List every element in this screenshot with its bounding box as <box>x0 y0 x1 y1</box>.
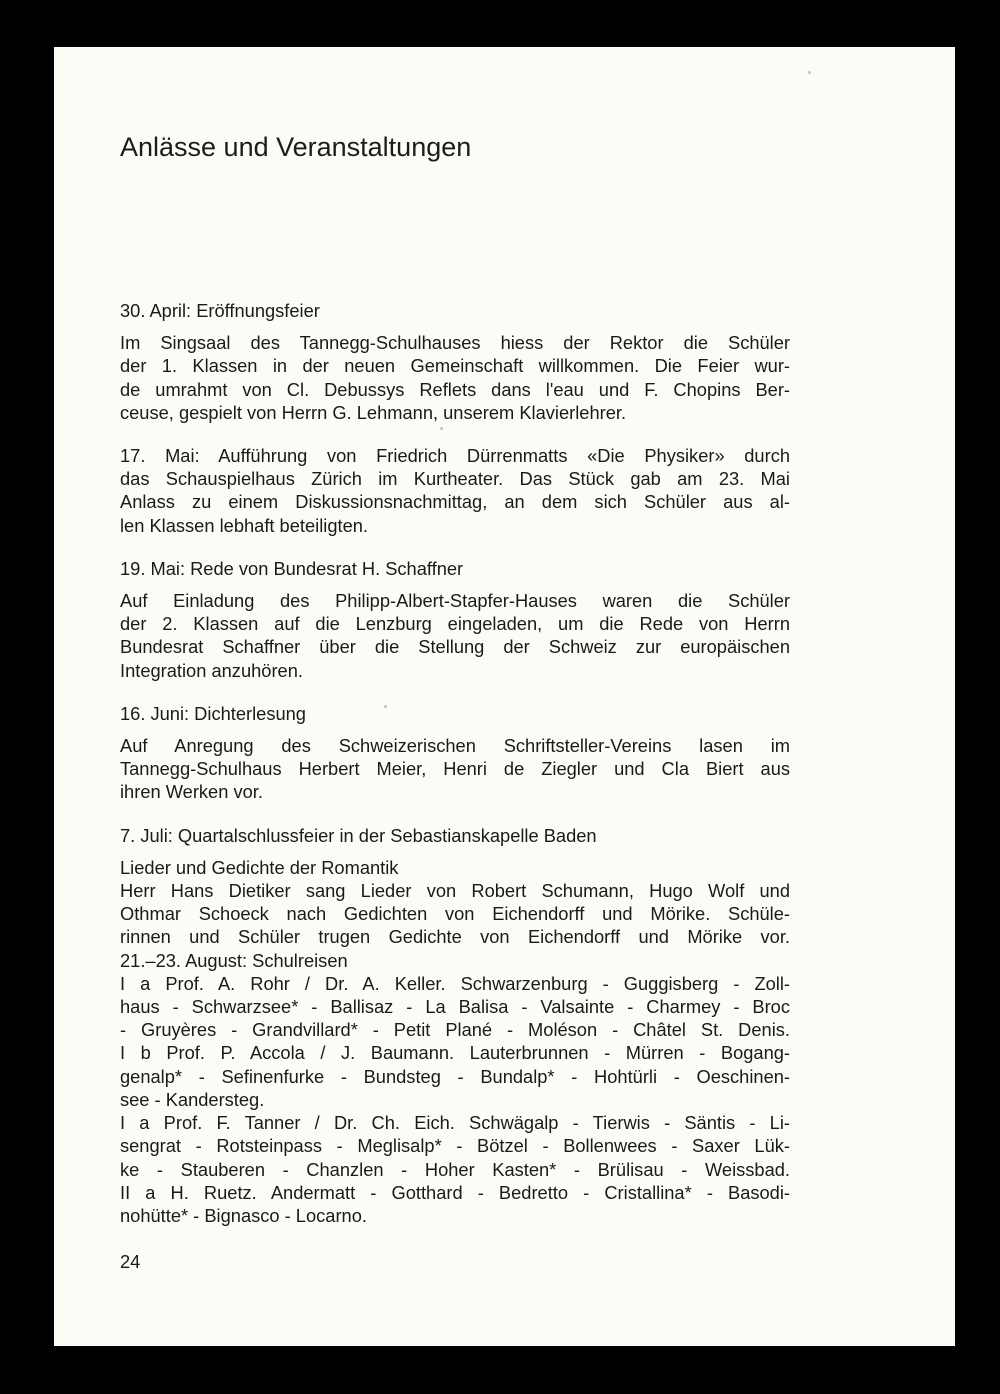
event-heading: 30. April: Eröffnungsfeier <box>120 300 320 321</box>
text-line: ceuse, gespielt von Herrn G. Lehmann, unserem Klavierlehrer. <box>120 401 627 423</box>
event-schaffner-speech <box>120 557 790 682</box>
event-quarter-end-celebration <box>120 824 790 1227</box>
event-paragraph <box>120 589 790 682</box>
text-line: de umrahmt von Cl. Debussys Reflets dans l'eau und F. Chopins Ber- <box>120 378 790 400</box>
text-line: Bundesrat Schaffner über die Stellung der Schweiz zur europäischen <box>120 636 790 658</box>
text-line: 17. Mai: Aufführung von Friedrich Dürrenmatts «Die Physiker» durch <box>120 445 790 467</box>
text-line: I b Prof. P. Accola / J. Baumann. Lauterbrunnen - Mürren - Bogang- <box>120 1042 790 1064</box>
event-heading: 7. Juli: Quartalschlussfeier in der Sebastianskapelle Baden <box>120 824 597 846</box>
text-line: sengrat - Rotsteinpass - Meglisalp* - Bötzel - Bollenwees - Saxer Lük- <box>120 1135 790 1157</box>
text-line: nohütte* - Bignasco - Locarno. <box>120 1204 367 1226</box>
text-line: Herr Hans Dietiker sang Lieder von Robert Schumann, Hugo Wolf und <box>120 880 790 902</box>
event-heading: 19. Mai: Rede von Bundesrat H. Schaffner <box>120 557 464 579</box>
text-line: der 1. Klassen in der neuen Gemeinschaft willkommen. Die Feier wur- <box>120 355 790 377</box>
event-poetry-reading <box>120 702 790 804</box>
event-paragraph <box>120 331 790 424</box>
text-line: Auf Einladung des Philipp-Albert-Stapfer-Hauses waren die Schüler <box>120 590 790 612</box>
text-line: Auf Anregung des Schweizerischen Schriftsteller-Vereins lasen im <box>120 735 790 757</box>
text-line: Tannegg-Schulhaus Herbert Meier, Henri de Ziegler und Cla Biert aus <box>120 758 790 780</box>
text-line: Integration anzuhören. <box>120 659 303 681</box>
document-page <box>54 47 955 1346</box>
event-paragraph <box>120 444 790 537</box>
event-opening-ceremony <box>120 299 790 424</box>
text-line: rinnen und Schüler trugen Gedichte von Eichendorff und Mörike vor. <box>120 926 790 948</box>
text-line: Lieder und Gedichte der Romantik <box>120 856 399 878</box>
text-line: I a Prof. A. Rohr / Dr. A. Keller. Schwarzenburg - Guggisberg - Zoll- <box>120 972 790 994</box>
paper-speck <box>384 705 387 708</box>
page-title: Anlässe und Veranstaltungen <box>120 132 472 162</box>
text-line: genalp* - Sefinenfurke - Bundsteg - Bundalp* - Hohtürli - Oeschinen- <box>120 1065 790 1087</box>
text-line: len Klassen lebhaft beteiligten. <box>120 514 368 536</box>
text-line: ke - Stauberen - Chanzlen - Hoher Kasten* - Brülisau - Weissbad. <box>120 1158 790 1180</box>
text-line: I a Prof. F. Tanner / Dr. Ch. Eich. Schwägalp - Tierwis - Säntis - Li- <box>120 1112 790 1134</box>
text-line: das Schauspielhaus Zürich im Kurtheater. Das Stück gab am 23. Mai <box>120 468 790 490</box>
text-line: see - Kandersteg. <box>120 1088 265 1110</box>
text-line: ihren Werken vor. <box>120 781 263 803</box>
text-line: Im Singsaal des Tannegg-Schulhauses hiess der Rektor die Schüler <box>120 332 790 354</box>
text-line: Anlass zu einem Diskussionsnachmittag, an dem sich Schüler aus al- <box>120 491 790 513</box>
document-body <box>120 299 790 1239</box>
paper-speck <box>808 71 811 74</box>
event-paragraph <box>120 734 790 804</box>
text-line: haus - Schwarzsee* - Ballisaz - La Balisa - Valsainte - Charmey - Broc <box>120 996 790 1018</box>
text-line: - Gruyères - Grandvillard* - Petit Plané - Moléson - Châtel St. Denis. <box>120 1019 790 1041</box>
text-line: der 2. Klassen auf die Lenzburg eingeladen, um die Rede von Herrn <box>120 613 790 635</box>
paper-speck <box>440 427 443 430</box>
page-number: 24 <box>120 1251 141 1272</box>
text-line: 21.–23. August: Schulreisen <box>120 949 348 971</box>
text-line: II a H. Ruetz. Andermatt - Gotthard - Bedretto - Cristallina* - Basodi- <box>120 1181 790 1203</box>
event-physiker-performance <box>120 444 790 537</box>
event-paragraph <box>120 856 790 1227</box>
event-heading: 16. Juni: Dichterlesung <box>120 702 306 724</box>
text-line: Othmar Schoeck nach Gedichten von Eichendorff und Mörike. Schüle- <box>120 903 790 925</box>
